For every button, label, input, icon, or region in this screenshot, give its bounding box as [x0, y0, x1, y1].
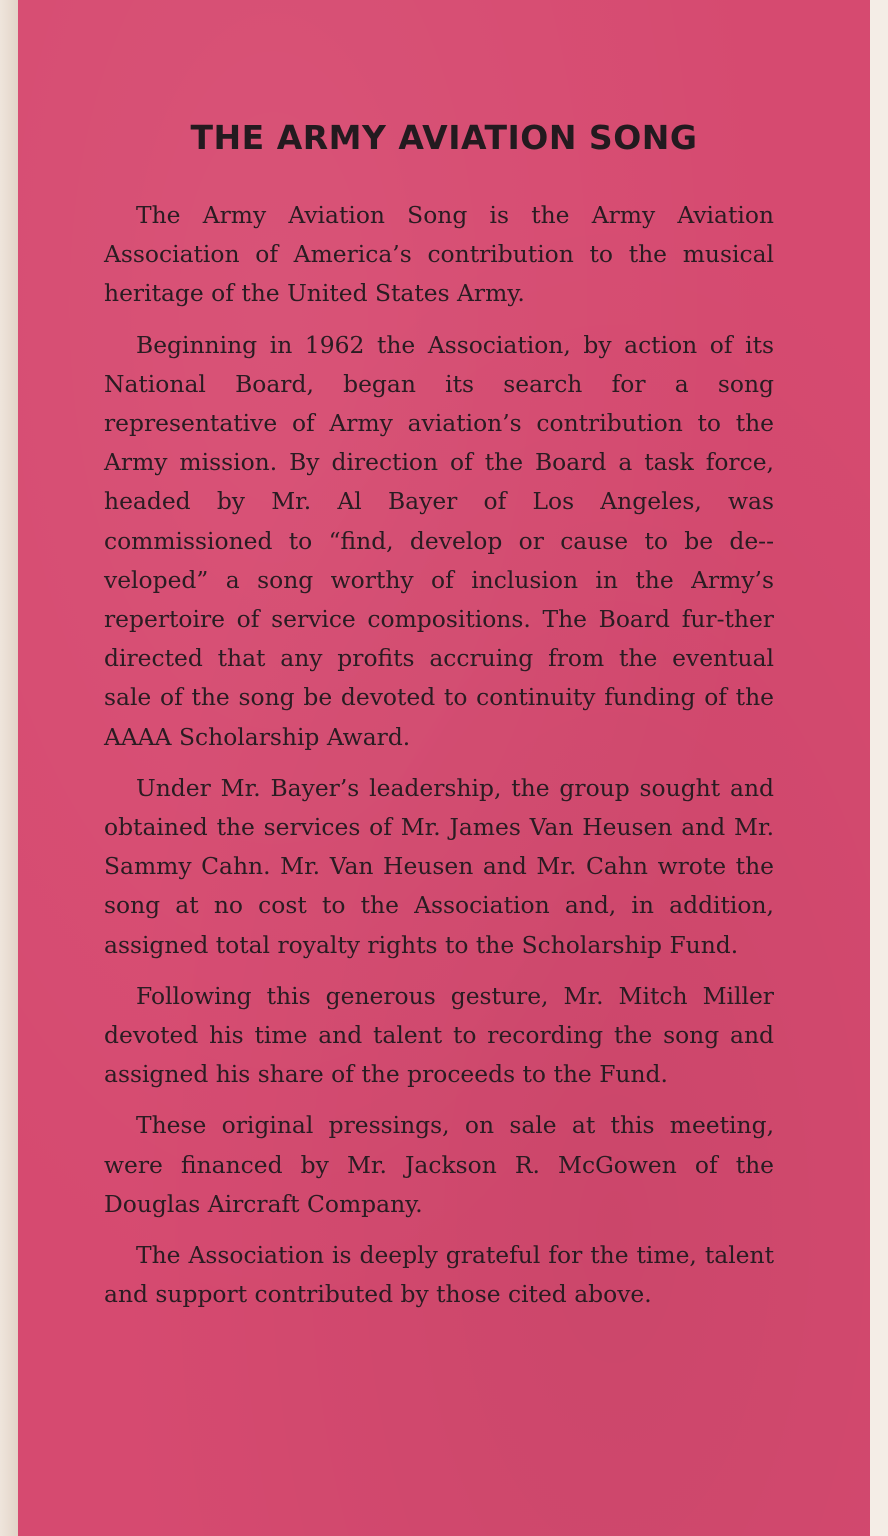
booklet-spine	[0, 0, 18, 1536]
paragraph-composers: Under Mr. Bayer’s leadership, the group sought and obtained the services of Mr. James Van Heusen and Mr. Sammy Cahn. Mr. Van Heusen and Mr. Cahn wrote the song at no cost to the Association and, in addition, assigned total royalty rights to the Scholarship Fund.	[104, 773, 774, 959]
page-title: THE ARMY AVIATION SONG	[190, 118, 698, 157]
paragraph-gratitude: The Association is deeply grateful for the time, talent and support contributed by those cited above.	[104, 1241, 774, 1309]
paragraph-history: Beginning in 1962 the Association, by action of its National Board, began its search for a song representative of Army aviation’s contribution to the Army mission. By direction of the Board a task force, headed by Mr. Al Bayer of Los Angeles, was commissioned to “find, develop or cause to be de-veloped” a song worthy of inclusion in the Army’s repertoire of service compositions. The Board fur-ther directed that any profits accruing from the eventual sale of the song be devoted to continuity funding of the AAAA Scholarship Award.	[104, 330, 774, 751]
paragraph-pressings: These original pressings, on sale at this meeting, were financed by Mr. Jackson R. McGowen of the Douglas Aircraft Company.	[104, 1111, 774, 1218]
body-text	[104, 196, 774, 1326]
paragraph-intro: The Army Aviation Song is the Army Aviation Association of America’s contribution to the musical heritage of the United States Army.	[104, 201, 774, 308]
paragraph-recording: Following this generous gesture, Mr. Mitch Miller devoted his time and talent to recording the song and assigned his share of the proceeds to the Fund.	[104, 981, 774, 1089]
